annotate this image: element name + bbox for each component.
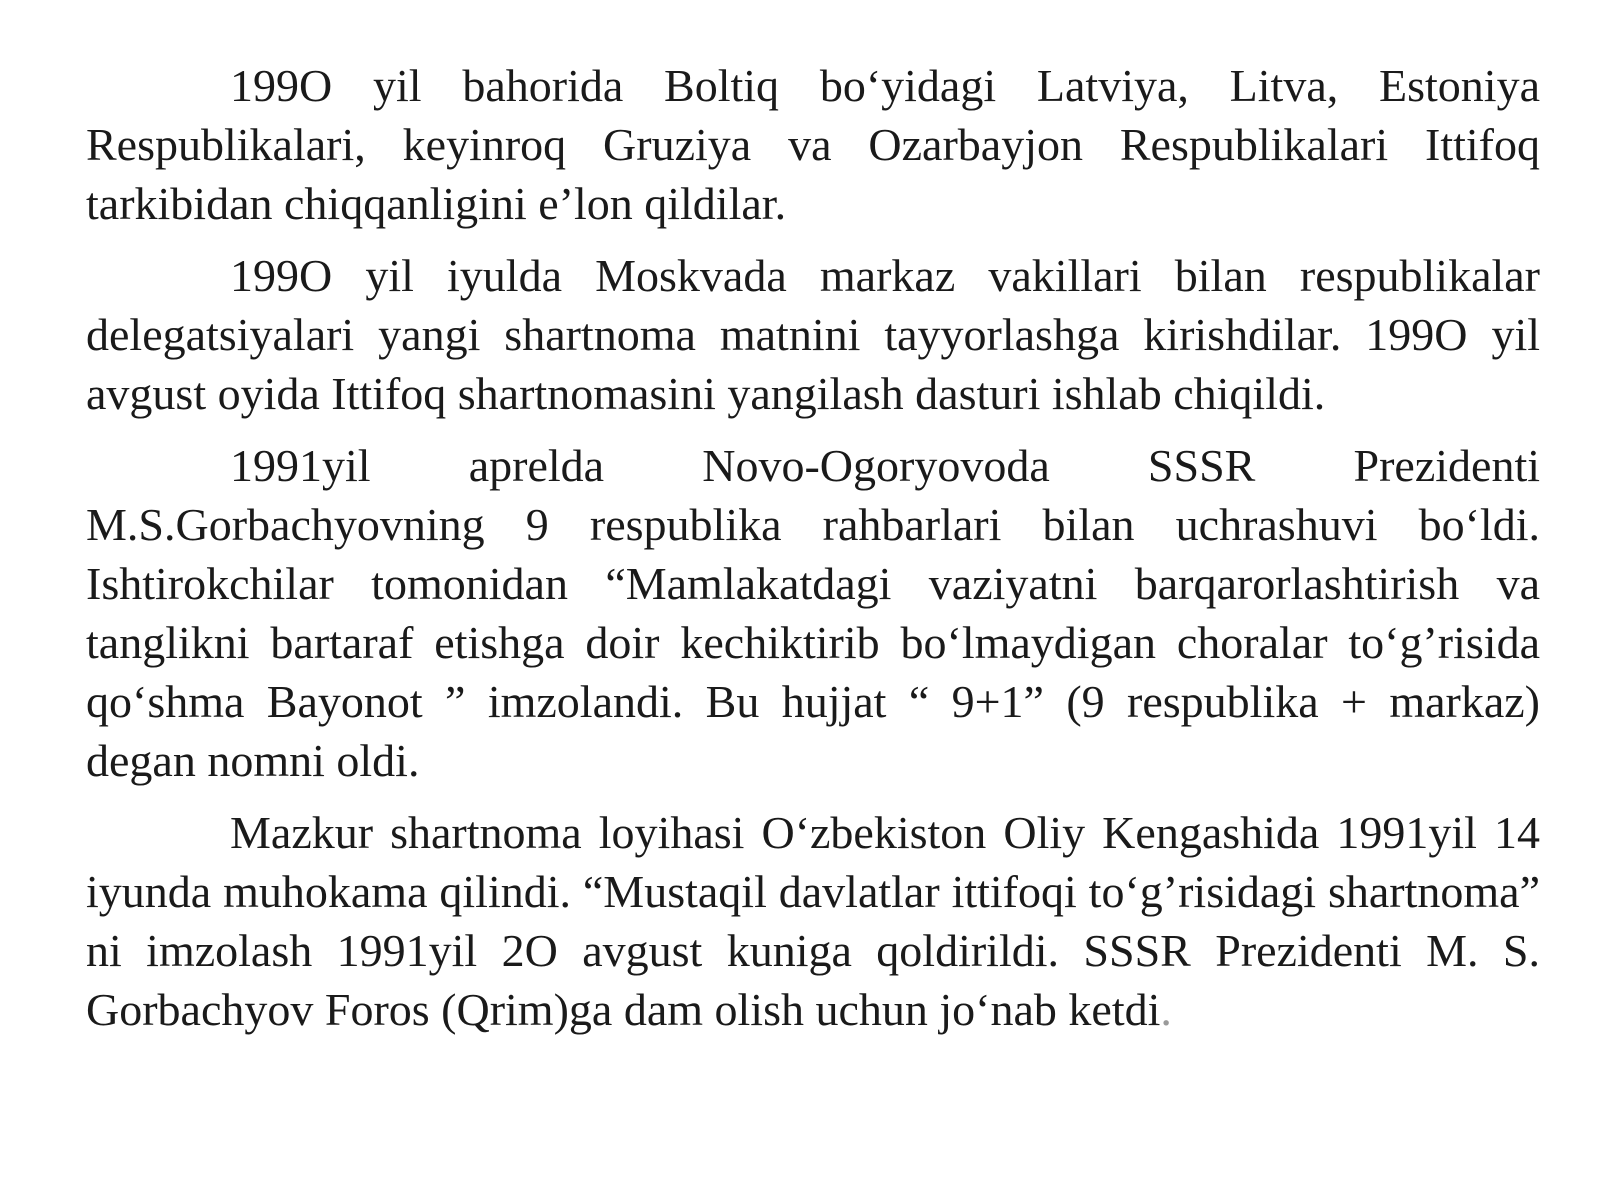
paragraph-2: 199O yil iyulda Moskvada markaz vakillari bilan respublikalar delegatsiyalari yangi shartnoma matnini tayyorlashga kirishdilar. 199O yil avgust oyida Ittifoq shartnomasini yangilash dasturi ishlab chiqildi. xyxy=(86,250,1540,419)
paragraph-3: 1991yil aprelda Novo-Ogoryovoda SSSR Prezidenti M.S.Gorbachyovning 9 respublika rahbarlari bilan uchrashuvi bo‘ldi. Ishtirokchilar tomonidan “Mamlakatdagi vaziyatni barqarorlashtirish va tanglikni bartaraf etishga doir kechiktirib bo‘lmaydigan choralar to‘g’risida qo‘shma Bayonot ” imzolandi. Bu hujjat “ 9+1” (9 respublika + markaz) degan nomni oldi. xyxy=(86,440,1540,786)
paragraph-4-text: Mazkur shartnoma loyihasi O‘zbekiston Oliy Kengashida 1991yil 14 iyunda muhokama qilindi. “Mustaqil davlatlar ittifoqi to‘g’risidagi shartnoma” ni imzolash 1991yil 2O avgust kuniga qoldirildi. SSSR Prezidenti M. S. Gorbachyov Foros (Qrim)ga dam olish uchun jo‘nab ketdi xyxy=(86,807,1540,1035)
paragraph-1: 199O yil bahorida Boltiq bo‘yidagi Latviya, Litva, Estoniya Respublikalari, keyinroq Gruziya va Ozarbayjon Respublikalari Ittifoq tarkibidan chiqqanligini e’lon qildilar. xyxy=(86,60,1540,229)
paragraph-4 xyxy=(86,803,1540,1039)
final-period: . xyxy=(1160,984,1172,1035)
document-body xyxy=(86,56,1540,1052)
